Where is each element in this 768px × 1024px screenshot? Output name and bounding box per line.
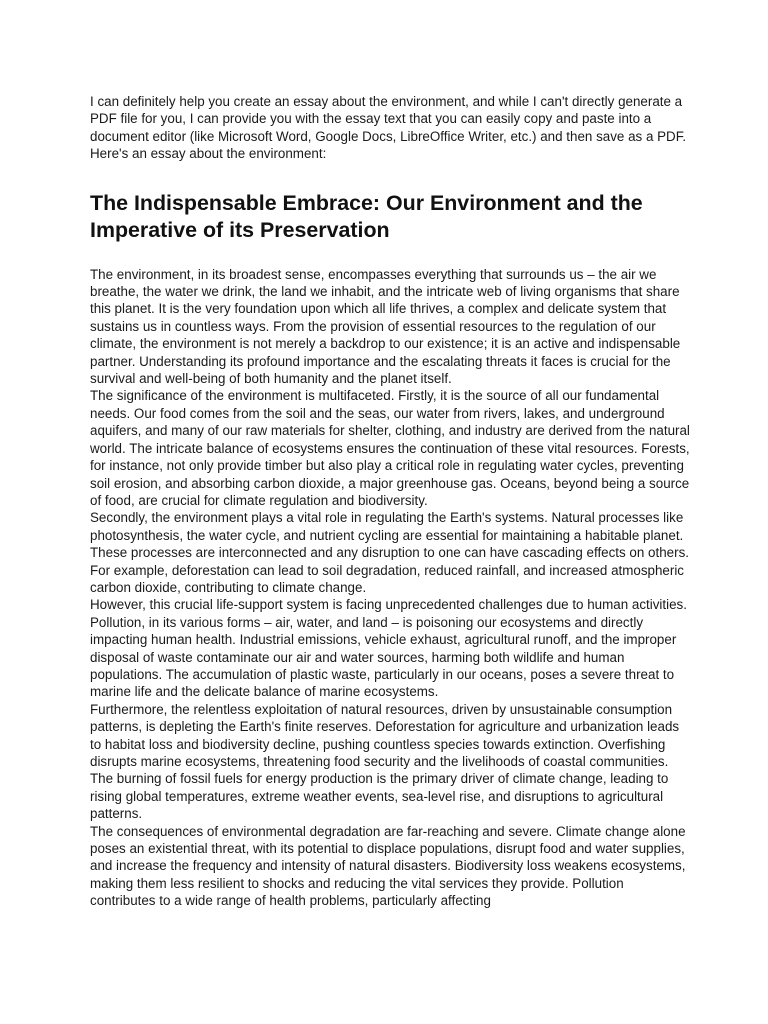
intro-section [90,93,690,163]
body-paragraph: However, this crucial life-support system is facing unprecedented challenges due to human activities. Pollution, in its various forms – air, water, and land – is poisoning our ecosystems and directly impacting human health. Industrial emissions, vehicle exhaust, agricultural runoff, and the improper disposal of waste contaminate our air and water sources, harming both wildlife and human populations. The accumulation of plastic waste, particularly in our oceans, poses a severe threat to marine life and the delicate balance of marine ecosystems. [90,597,687,700]
body-paragraph: Secondly, the environment plays a vital role in regulating the Earth's systems. Natural processes like photosynthesis, the water cycle, and nutrient cycling are essential for maintaining a habitable planet. These processes are interconnected and any disruption to one can have cascading effects on others. For example, deforestation can lead to soil degradation, reduced rainfall, and increased atmospheric carbon dioxide, contributing to climate change. [90,510,689,595]
body-paragraph: The environment, in its broadest sense, encompasses everything that surrounds us – the air we breathe, the water we drink, the land we inhabit, and the intricate web of living organisms that share this planet. It is the very foundation upon which all life thrives, a complex and delicate system that sustains us in countless ways. From the provision of essential resources to the regulation of our climate, the environment is not merely a backdrop to our existence; it is an active and indispensable partner. Understanding its profound importance and the escalating threats it faces is crucial for the survival and well-being of both humanity and the planet itself. [90,266,681,387]
essay-body [90,266,690,910]
body-paragraph: The consequences of environmental degradation are far-reaching and severe. Climate change alone poses an existential threat, with its potential to displace populations, disrupt food and water supplies, and increase the frequency and intensity of natural disasters. Biodiversity loss weakens ecosystems, making them less resilient to shocks and reducing the vital services they provide. Pollution contributes to a wide range of health problems, particularly affecting [90,823,686,909]
essay-title: The Indispensable Embrace: Our Environment and the Imperative of its Preservation [90,190,643,243]
body-paragraph: The significance of the environment is multifaceted. Firstly, it is the source of all our fundamental needs. Our food comes from the soil and the seas, our water from rivers, lakes, and underground aquifers, and many of our raw materials for shelter, clothing, and industry are derived from the natural world. The intricate balance of ecosystems ensures the continuation of these vital resources. Forests, for instance, not only provide timber but also play a critical role in regulating water cycles, preventing soil erosion, and absorbing carbon dioxide, a major greenhouse gas. Oceans, beyond being a source of food, are crucial for climate regulation and biodiversity. [90,388,690,508]
intro-lead-in: Here's an essay about the environment: [90,146,327,162]
intro-paragraph: I can definitely help you create an essay about the environment, and while I can't directly generate a PDF file for you, I can provide you with the essay text that you can easily copy and paste into a document editor (like Microsoft Word, Google Docs, LibreOffice Writer, etc.) and then save as a PDF. [90,94,687,144]
body-paragraph: Furthermore, the relentless exploitation of natural resources, driven by unsustainable consumption patterns, is depleting the Earth's finite reserves. Deforestation for agriculture and urbanization leads to habitat loss and biodiversity decline, pushing countless species towards extinction. Overfishing disrupts marine ecosystems, threatening food security and the livelihoods of coastal communities. The burning of fossil fuels for energy production is the primary driver of climate change, leading to rising global temperatures, extreme weather events, sea-level rise, and disruptions to agricultural patterns. [90,701,680,822]
document-page [90,93,690,910]
